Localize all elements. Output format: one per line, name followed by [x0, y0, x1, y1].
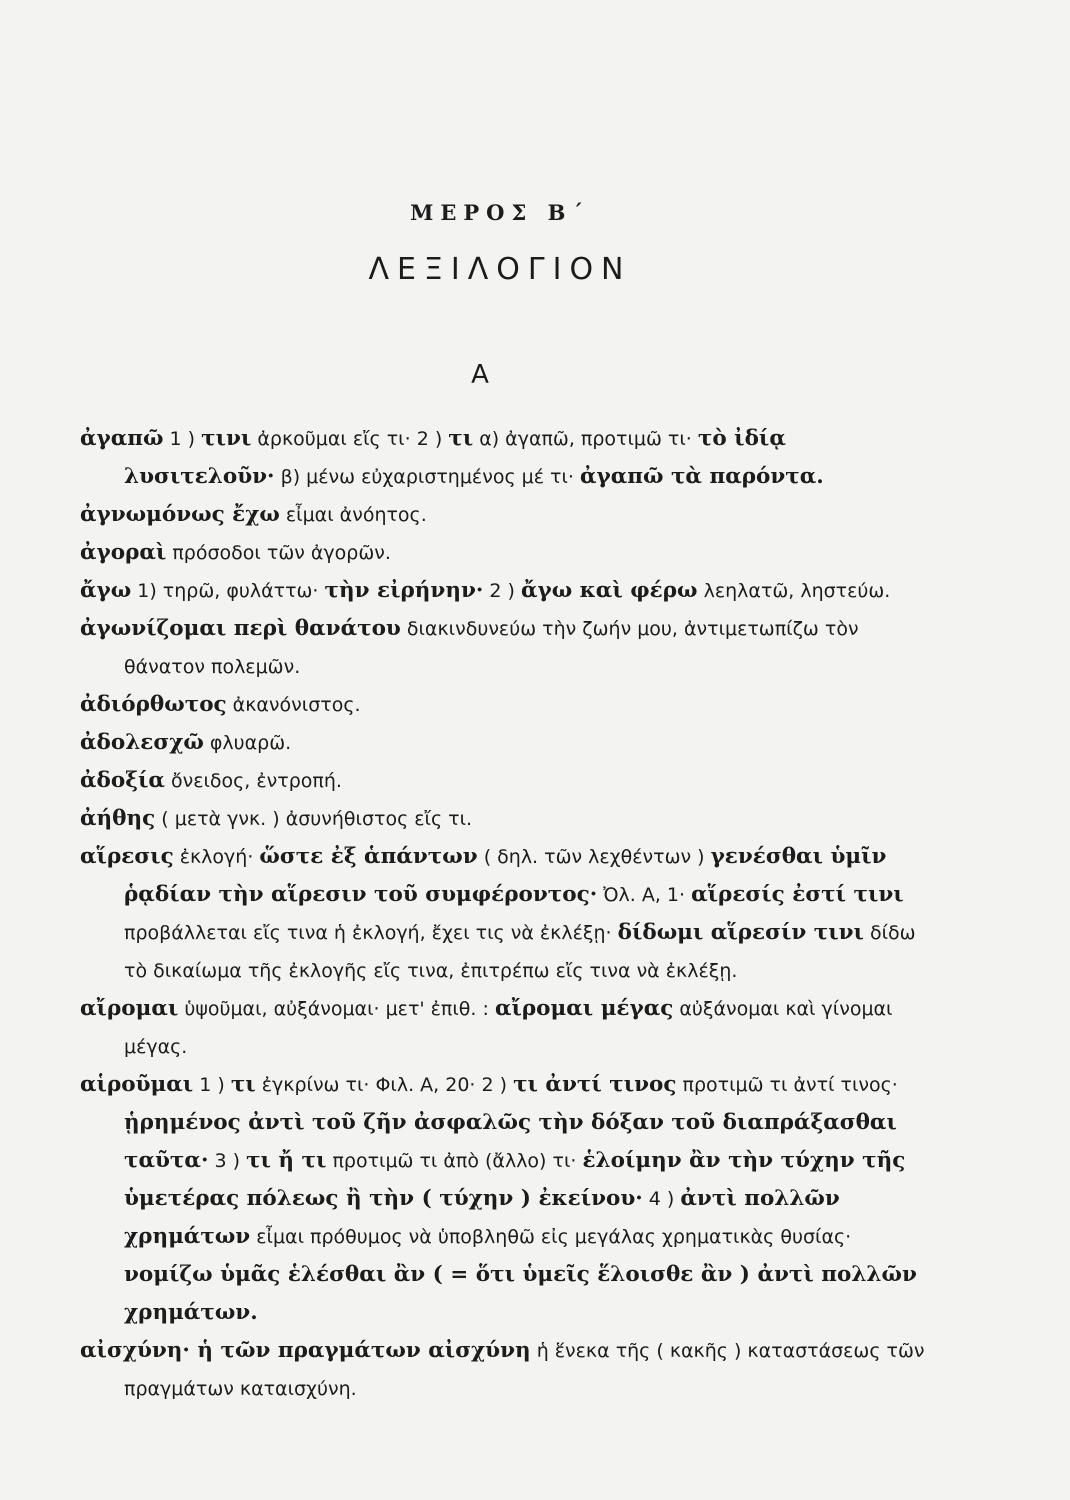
entry-gloss: ἀκανόνιστος.: [226, 694, 361, 716]
entry-phrase: γενέσθαι ὑμῖν ῥᾳδίαν τὴν αἵρεσιν τοῦ συμφέροντος·: [124, 844, 887, 907]
dictionary-entry: [80, 610, 930, 686]
entry-phrase: ἑλοίμην ἂν τὴν τύχην τῆς ὑμετέρας πόλεως ἢ τὴν ( τύχην ) ἐκείνου·: [124, 1148, 906, 1211]
lexicon-title: ΛΕΞΙΛΟΓΙΟΝ: [368, 252, 632, 287]
dictionary-entry: [80, 1066, 930, 1332]
entry-gloss: εἶμαι ἀνόητος.: [279, 504, 427, 526]
entry-gloss: φλυαρῶ.: [203, 732, 292, 754]
entry-gloss: διακινδυνεύω τὴν ζωήν μου, ἀντιμετωπίζω τὸν θάνατον πολεμῶν.: [124, 618, 859, 678]
entry-headword: ἀγοραὶ: [80, 540, 167, 565]
entry-headword: ἀήθης: [80, 806, 156, 831]
entry-phrase: αἵρεσίς ἐστί τινι: [691, 882, 904, 907]
entry-gloss: ἐκλογή·: [173, 846, 260, 868]
entry-gloss: προβάλλεται εἴς τινα ἡ ἐκλογή, ἔχει τις νὰ ἐκλέξῃ·: [124, 922, 618, 944]
entry-headword: αἴρομαι: [80, 996, 179, 1021]
entry-phrase: ἄγω καὶ φέρω: [520, 578, 698, 603]
entry-headword: ἀδιόρθωτος: [80, 692, 227, 717]
entry-gloss: προτιμῶ τι ἀντί τινος·: [676, 1074, 898, 1096]
entry-gloss: α) ἀγαπῶ, προτιμῶ τι·: [473, 428, 698, 450]
entry-phrase: τὸ ἰδίᾳ λυσιτελοῦν·: [124, 426, 786, 489]
entry-gloss: ὄνειδος, ἐντροπή.: [164, 770, 342, 792]
entry-gloss: ἡ ἕνεκα τῆς ( κακῆς ) καταστάσεως τῶν πραγμάτων καταισχύνη.: [124, 1340, 925, 1400]
entry-phrase: τι: [230, 1072, 256, 1097]
dictionary-entry: [80, 686, 930, 724]
entry-phrase: αἴρομαι μέγας: [494, 996, 674, 1021]
dictionary-entry: [80, 572, 930, 610]
entry-gloss: 4 ): [642, 1188, 681, 1210]
dictionary-entry: [80, 724, 930, 762]
entry-phrase: τι ἤ τι: [246, 1148, 327, 1173]
entry-phrase: νομίζω ὑμᾶς ἑλέσθαι ἂν ( = ὅτι ὑμεῖς ἕλοισθε ἂν ) ἀντὶ πολλῶν χρημάτων.: [124, 1262, 917, 1325]
entry-phrase: τινι: [201, 426, 252, 451]
entry-headword: ἀγωνίζομαι περὶ θανάτου: [80, 616, 401, 641]
entry-headword: ἀδολεσχῶ: [80, 730, 204, 755]
entry-gloss: 1 ): [163, 428, 202, 450]
entry-gloss: 1) τηρῶ, φυλάττω·: [131, 580, 325, 602]
entry-gloss: 2 ): [483, 580, 521, 602]
entry-gloss: ἀρκοῦμαι εἴς τι· 2 ): [251, 428, 449, 450]
entry-gloss: λεηλατῶ, ληστεύω.: [697, 580, 891, 602]
entry-phrase: ᾑρημένος ἀντὶ τοῦ ζῆν ἀσφαλῶς τὴν δόξαν τοῦ διαπράξασθαι ταῦτα·: [124, 1110, 897, 1173]
dictionary-entry: [80, 838, 930, 990]
entry-phrase: τι ἀντί τινος: [513, 1072, 677, 1097]
entry-headword: αἰσχύνη·: [80, 1338, 190, 1363]
entry-headword: ἄγω: [80, 578, 132, 603]
entry-gloss: αὐξάνομαι καὶ γίνομαι μέγας.: [124, 998, 893, 1058]
entry-gloss: δίδω τὸ δικαίωμα τῆς ἐκλογῆς εἴς τινα, ἐπιτρέπω εἴς τινα νὰ ἐκλέξῃ.: [124, 922, 916, 982]
entry-gloss: 3 ): [208, 1150, 247, 1172]
entry-gloss: 1 ): [193, 1074, 231, 1096]
dictionary-entry: [80, 1332, 930, 1408]
entry-gloss: ἐγκρίνω τι· Φιλ. Α, 20· 2 ): [255, 1074, 514, 1096]
entry-gloss: ( μετὰ γνκ. ) ἀσυνήθιστος εἴς τι.: [155, 808, 473, 830]
entry-phrase: ἡ τῶν πραγμάτων αἰσχύνη: [189, 1338, 531, 1363]
dictionary-entry: [80, 420, 930, 496]
entry-gloss: πρόσοδοι τῶν ἀγορῶν.: [166, 542, 391, 564]
entry-headword: ἀγνωμόνως ἔχω: [80, 502, 280, 527]
entry-phrase: τὴν εἰρήνην·: [324, 578, 484, 603]
entry-gloss: ὑψοῦμαι, αὐξάνομαι· μετ' ἐπιθ. :: [178, 998, 495, 1020]
entry-phrase: ἀγαπῶ τὰ παρόντα.: [579, 464, 824, 489]
entry-gloss: εἶμαι πρόθυμος νὰ ὑποβληθῶ εἰς μεγάλας χρηματικὰς θυσίας·: [250, 1226, 852, 1248]
dictionary-entry: [80, 800, 930, 838]
dictionary-entry: [80, 534, 930, 572]
dictionary-entry: [80, 496, 930, 534]
entry-gloss: β) μένω εὐχαριστημένος μέ τι·: [274, 466, 580, 488]
entry-phrase: ὥστε ἐξ ἁπάντων: [259, 844, 478, 869]
entry-phrase: ἀντὶ πολλῶν χρημάτων: [124, 1186, 840, 1249]
section-letter: Α: [471, 360, 489, 390]
entry-phrase: τι: [448, 426, 474, 451]
entry-headword: ἀγαπῶ: [80, 426, 164, 451]
dictionary-entry: [80, 762, 930, 800]
entry-headword: αἱροῦμαι: [80, 1072, 194, 1097]
entry-phrase: δίδωμι αἵρεσίν τινι: [617, 920, 864, 945]
part-heading: ΜΕΡΟΣ Β΄: [410, 200, 590, 225]
entry-gloss: Ὀλ. Α, 1·: [597, 884, 692, 906]
entry-gloss: ( δηλ. τῶν λεχθέντων ): [477, 846, 711, 868]
dictionary-entry: [80, 990, 930, 1066]
entries-list: [80, 420, 930, 1408]
entry-headword: αἵρεσις: [80, 844, 174, 869]
entry-headword: ἀδοξία: [80, 768, 165, 793]
entry-gloss: προτιμῶ τι ἀπὸ (ἄλλο) τι·: [326, 1150, 583, 1172]
